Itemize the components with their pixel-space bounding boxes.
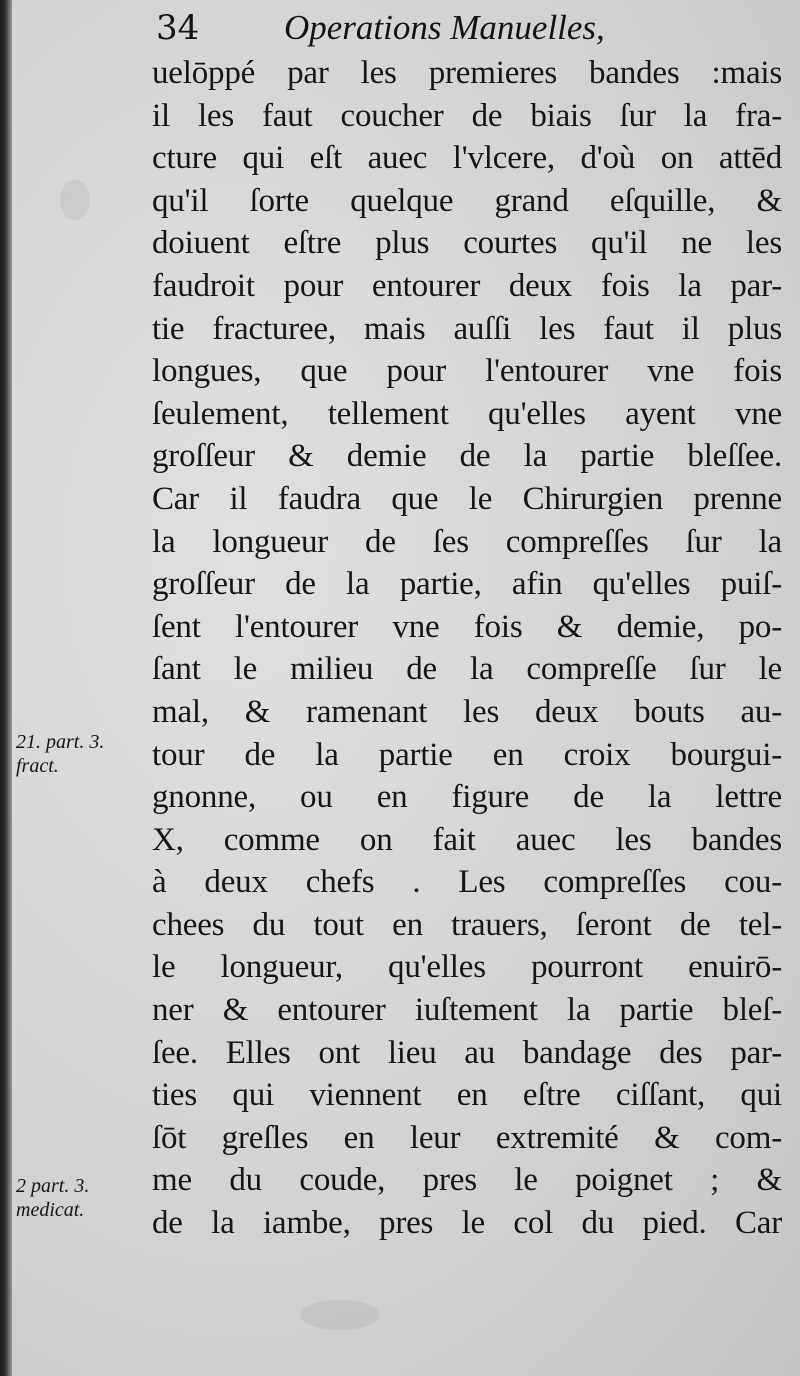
text-line: groſſeur & demie de la partie bleſſee. [152,438,782,475]
text-line: ſeulement, tellement qu'elles ayent vne [152,395,782,432]
paper-stain [300,1300,380,1330]
text-line: uelōppé par les premieres bandes :mais [152,55,782,91]
text-line: Car il faudra que le Chirurgien prenne [152,480,782,517]
text-line: groſſeur de la partie, afin qu'elles puiſ- [152,566,782,603]
text-line: ner & entourer iuſtement la partie bleſ- [152,992,782,1029]
text-line: ſent l'entourer vne fois & demie, po- [152,608,782,645]
text-line: doiuent eſtre plus courtes qu'il ne les [152,225,782,262]
running-head: Operations Manuelles, [284,8,605,47]
text-line: gnonne, ou en figure de la lettre [152,779,782,816]
text-line: ſōt greſles en leur extremité & com- [152,1119,782,1156]
text-line: mal, & ramenant les deux bouts au- [152,693,782,730]
text-line: la longueur de ſes compreſſes ſur la [152,523,782,560]
margin-note-line: medicat. [16,1199,85,1221]
body-text [152,52,792,1245]
text-line: de la iambe, pres le col du pied. Car [152,1205,782,1242]
text-line: ſant le milieu de la compreſſe ſur le [152,651,782,688]
text-line: ſee. Elles ont lieu au bandage des par- [152,1034,782,1071]
margin-note [16,730,104,778]
page-number: 34 [156,8,200,48]
margin-note [16,1174,89,1222]
text-line: chees du tout en trauers, ſeront de tel- [152,906,782,943]
text-line: à deux chefs . Les compreſſes cou- [152,864,782,901]
text-line: cture qui eſt auec l'vlcere, d'où on attēd [152,140,782,177]
text-line: me du coude, pres le poignet ; & [152,1162,782,1199]
text-line: faudroit pour entourer deux fois la par- [152,267,782,304]
text-line: qu'il ſorte quelque grand eſquille, & [152,182,782,219]
paper-stain [60,180,90,220]
page-binding-edge [0,0,12,1376]
text-line: ties qui viennent en eſtre ciſſant, qui [152,1077,782,1114]
margin-note-line: 2 part. 3. [16,1175,90,1197]
margin-note-line: fract. [16,755,59,777]
text-line: tie fracturee, mais auſſi les faut il plus [152,310,782,347]
text-line: il les faut coucher de biais ſur la fra- [152,97,782,134]
text-line: le longueur, qu'elles pourront enuirō- [152,949,782,986]
text-line: X, comme on fait auec les bandes [152,821,782,858]
margin-note-line: 21. part. 3. [16,731,105,753]
text-line: tour de la partie en croix bourgui- [152,736,782,773]
text-line: longues, que pour l'entourer vne fois [152,353,782,390]
page-header [156,4,796,54]
